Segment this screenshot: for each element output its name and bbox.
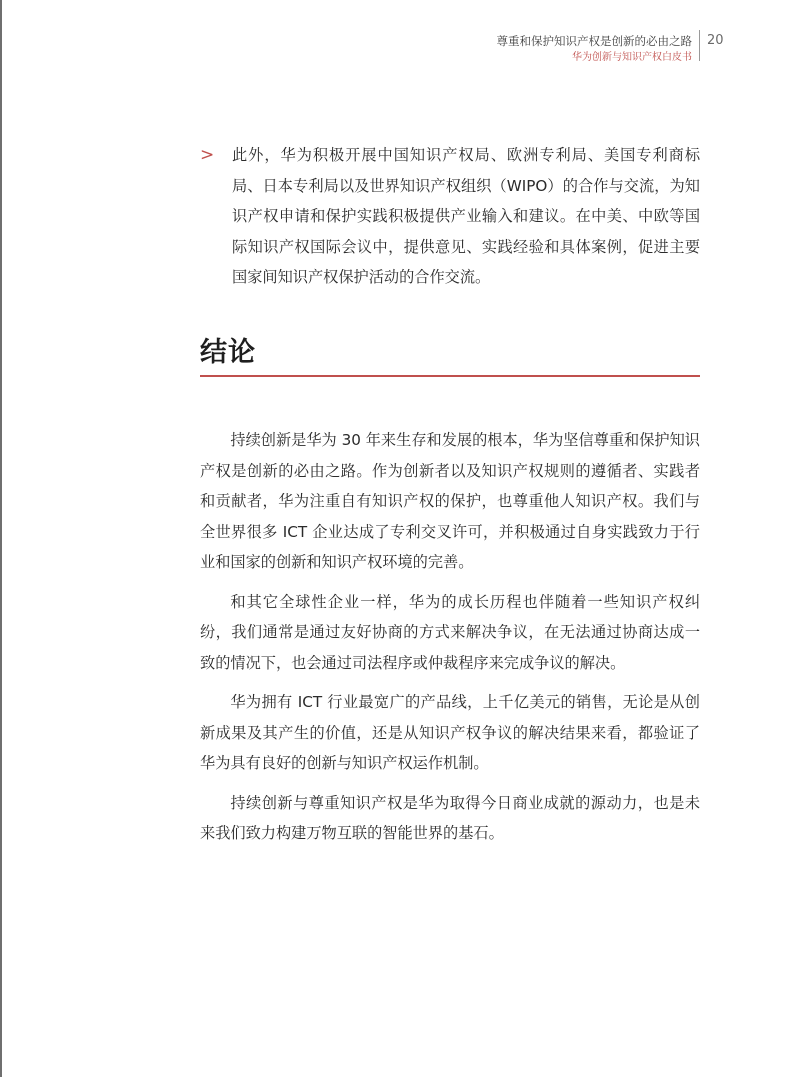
paragraph: 持续创新与尊重知识产权是华为取得今日商业成就的源动力，也是未来我们致力构建万物互联的智能世界的基石。 [200, 793, 700, 842]
page-header [0, 30, 793, 70]
header-title: 尊重和保护知识产权是创新的必由之路 [496, 34, 692, 48]
conclusion-body [200, 425, 700, 858]
section-divider [200, 375, 700, 377]
page-left-border [0, 0, 2, 1077]
paragraph: 和其它全球性企业一样，华为的成长历程也伴随着一些知识产权纠纷，我们通常是通过友好协商的方式来解决争议，在无法通过协商达成一致的情况下，也会通过司法程序或仲裁程序来完成争议的解决。 [200, 592, 700, 672]
paragraph: 持续创新是华为 30 年来生存和发展的根本，华为坚信尊重和保护知识产权是创新的必由之路。作为创新者以及知识产权规则的遵循者、实践者和贡献者，华为注重自有知识产权的保护，也尊重他人知识产权。我们与全世界很多 ICT 企业达成了专利交叉许可，并积极通过自身实践致力于行业和国家的创新和知识产权环境的完善。 [200, 431, 700, 571]
header-divider [699, 30, 700, 61]
header-subtitle: 华为创新与知识产权白皮书 [572, 52, 692, 63]
bullet-text: 此外，华为积极开展中国知识产权局、欧洲专利局、美国专利商标局、日本专利局以及世界知识产权组织（WIPO）的合作与交流，为知识产权申请和保护实践积极提供产业输入和建议。在中美、中欧等国际知识产权国际会议中，提供意见、实践经验和具体案例，促进主要国家间知识产权保护活动的合作交流。 [232, 146, 700, 286]
section-title: 结论 [200, 337, 256, 368]
header-titles [497, 34, 693, 64]
bullet-item [200, 140, 700, 308]
chevron-right-icon: > [200, 145, 215, 165]
paragraph: 华为拥有 ICT 行业最宽广的产品线，上千亿美元的销售，无论是从创新成果及其产生的价值，还是从知识产权争议的解决结果来看，都验证了华为具有良好的创新与知识产权运作机制。 [200, 693, 700, 772]
page-number: 20 [707, 33, 724, 48]
